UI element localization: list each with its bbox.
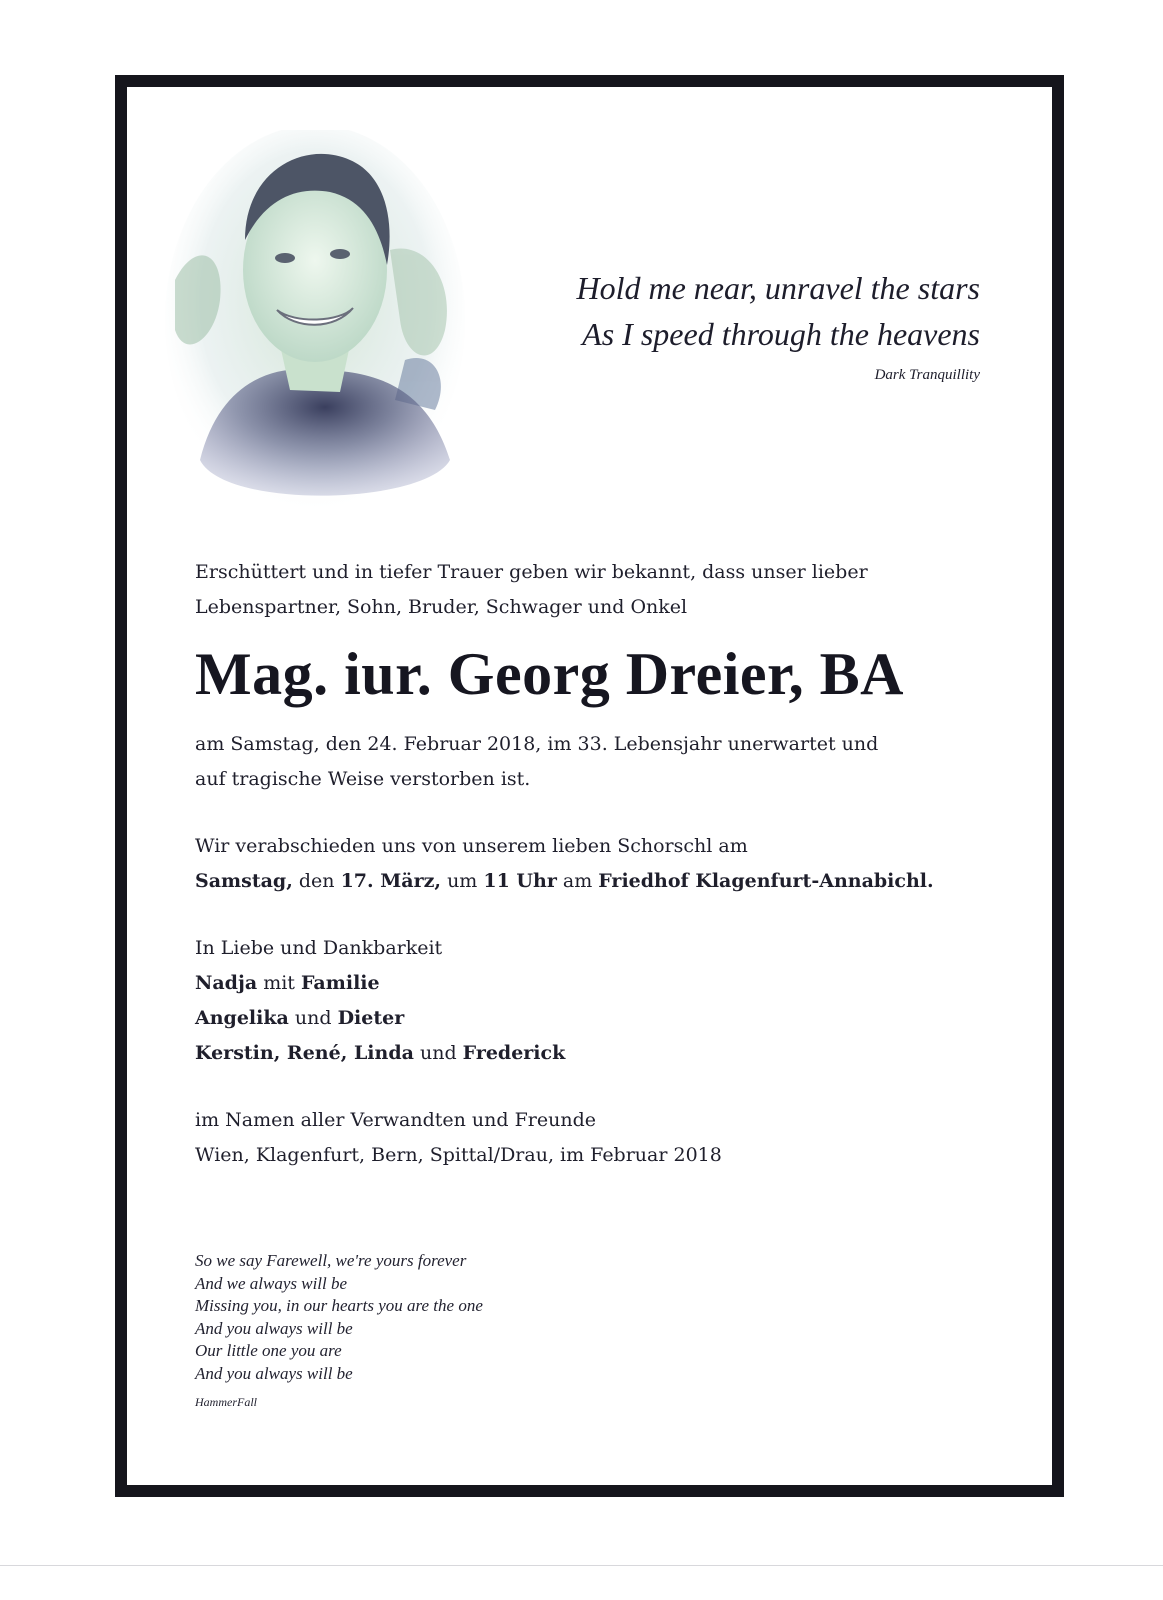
closing-line-2: Wien, Klagenfurt, Bern, Spittal/Drau, im Februar 2018 — [195, 1144, 722, 1166]
farewell-day: Samstag, — [195, 870, 293, 892]
mourner-joiner: und — [419, 1042, 457, 1064]
farewell-place: Friedhof Klagenfurt-Annabichl. — [598, 870, 934, 892]
quote-line-2: As I speed through the heavens — [582, 316, 980, 352]
closing-poem — [195, 1250, 695, 1414]
quote-line-1: Hold me near, unravel the stars — [576, 270, 980, 306]
mourner-b: Familie — [300, 972, 380, 994]
mourner-a: Kerstin, René, Linda — [195, 1042, 414, 1064]
farewell-am: am — [562, 870, 593, 892]
mourner-a: Nadja — [195, 972, 258, 994]
announcement-body — [195, 555, 995, 1173]
farewell-den: den — [298, 870, 335, 892]
mourner-b: Dieter — [337, 1007, 405, 1029]
farewell-date: 17. März, — [340, 870, 442, 892]
farewell-line-2 — [195, 864, 995, 899]
farewell-line-1: Wir verabschieden uns von unserem lieben Schorschl am — [195, 835, 748, 857]
deceased-name: Mag. iur. Georg Dreier, BA — [195, 641, 905, 707]
poem-line: And you always will be — [195, 1363, 353, 1383]
farewell-um: um — [447, 870, 478, 892]
opening-quote — [480, 265, 980, 387]
death-line-2: auf tragische Weise verstorben ist. — [195, 768, 531, 790]
quote-author: Dark Tranquillity — [874, 367, 980, 383]
mourner-row — [195, 1036, 995, 1071]
mourner-row — [195, 966, 995, 1001]
poem-line: Missing you, in our hearts you are the one — [195, 1296, 483, 1315]
mourner-row — [195, 1001, 995, 1036]
intro-line-1: Erschüttert und in tiefer Trauer geben wir bekannt, dass unser lieber — [195, 561, 868, 583]
mourner-b: Frederick — [462, 1042, 566, 1064]
closing-line-1: im Namen aller Verwandten und Freunde — [195, 1109, 596, 1131]
portrait-photo — [165, 130, 465, 520]
poem-line: Our little one you are — [195, 1341, 342, 1360]
intro-line-2: Lebenspartner, Sohn, Bruder, Schwager und Onkel — [195, 596, 688, 618]
scan-edge-line — [0, 1565, 1163, 1566]
poem-line: And we always will be — [195, 1273, 348, 1293]
mourner-joiner: und — [294, 1007, 332, 1029]
farewell-time: 11 Uhr — [483, 870, 557, 892]
poem-line: And you always will be — [195, 1318, 353, 1338]
mourner-a: Angelika — [195, 1007, 289, 1029]
poem-line: So we say Farewell, we're yours forever — [195, 1251, 467, 1270]
poem-author: HammerFall — [195, 1395, 257, 1409]
mourner-joiner: mit — [263, 972, 295, 994]
death-line-1: am Samstag, den 24. Februar 2018, im 33. Lebensjahr unerwartet und — [195, 733, 879, 755]
mourners-intro: In Liebe und Dankbarkeit — [195, 937, 443, 959]
